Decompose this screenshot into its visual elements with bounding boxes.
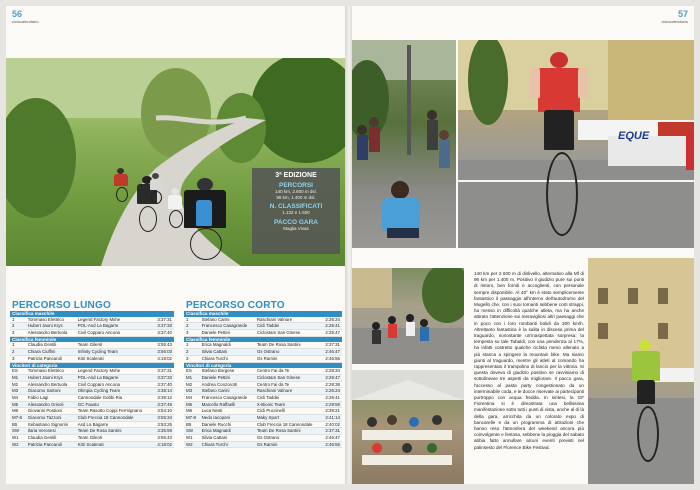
athlete-name-cell: Alessandro Bertuola	[26, 381, 76, 388]
team-cell: Cannondale Gobbi Ria	[76, 394, 153, 401]
position-cell: M4	[10, 394, 26, 401]
time-cell: 2:39:21	[321, 408, 342, 415]
result-row	[10, 408, 174, 415]
team-cell: Kitri Scalerati	[76, 355, 153, 362]
time-cell: 4:18:02	[153, 441, 174, 448]
article-body: 140 km per 2 600 m di dislivello, alternativo alla Mf di 96 km per 1.400 m. Positivo il giudizio pure sui punti di ristoro, ben forniti e accoglienti, con personale sempre disponibile. Al 40° km è stato semplicemente fantastico il passaggio all'interno dell'autodromo del Mugello che, con i suoi tornanti sebbene corti strappi, ha messo in difficoltà qualche atleta, ma ha anche attirato l'attenzione sui meravigliosi altri paesaggi che in poco con i loro rombanti bolidi da 300 km/h. Altrettanto fantastica è la salita in discesa prima del traguardo, nonostante un'inaspettata sorpresa: la tempesta su tale Tabaldi, con una pendenza al 17%, ha infatti costretto qualche ciclista meno allenato a più stanca a spingere la mountain bike. Ma siamo giunti al traguardo, mentre gli atleti al comando ha rappresentato il trampolino di lancio per la vittoria. Si questa doveva di giudizio positivo se ravvisiamo di sottolineare tre aspetti da migliorare. Il pacco gara, l'accesso al pasta party congestionato da un interminabile coda, e le docce riservate ai partecipanti purtroppo con acqua fredda. In sintesi, la GF Fiorentina si è dimostrata una bellissima manifestazione sotto tutti i punti di vista, anche al di là della gara, arricchita da un colorato expo di bancarelle e da un programma di attrazioni che hanno reso l'atmosfera del weekend ancora più coinvolgente e festosa, sebbene la pioggia del sabato abbia fatto annullare alcuni eventi previsti nel palinsesto del Florence Bike Festival.	[474, 271, 584, 450]
time-cell: 2:46:47	[321, 349, 342, 356]
page-number: 57	[677, 9, 688, 19]
classified-heading: N. CLASSIFICATI	[269, 203, 323, 210]
athlete-name-cell: Ilaria Veronesi	[26, 428, 76, 435]
athlete-name-cell: Daniele Pettini	[200, 374, 255, 381]
position-cell: M3	[184, 388, 200, 395]
result-row	[10, 421, 174, 428]
race-info-box	[252, 168, 340, 254]
time-cell: 3:54:10	[153, 408, 174, 415]
position-cell: SW	[10, 428, 26, 435]
result-row	[10, 381, 174, 388]
result-row	[184, 401, 342, 408]
athlete-name-cell: Giacomo Tazzoni	[26, 415, 76, 422]
result-row	[184, 428, 342, 435]
time-cell: 3:53:25	[153, 421, 174, 428]
team-cell: Club Freccia 18 Cannondale	[76, 415, 153, 422]
athlete-name-cell: Claudia Gentili	[26, 342, 76, 348]
edition-label: 3ª EDIZIONE	[275, 172, 317, 179]
time-cell: 2:40:02	[321, 421, 342, 428]
result-row	[184, 415, 342, 422]
team-cell: Gs Ramini	[255, 441, 321, 448]
pasta-party-photo	[352, 370, 464, 484]
team-cell: Team De Rosa Santini	[255, 428, 321, 435]
position-cell: W1	[184, 435, 200, 442]
left-page	[6, 6, 346, 484]
team-cell: Raschiani Valnure	[255, 388, 321, 395]
team-cell: Gs Ostrano	[255, 435, 321, 442]
position-cell: 2	[10, 349, 26, 356]
time-cell: 3:38:14	[153, 388, 174, 395]
athlete-name-cell: Chiara Turchi	[200, 355, 255, 362]
time-cell: 2:26:41	[321, 323, 342, 330]
result-row	[10, 323, 174, 330]
category-label: Vincitori di categoria	[10, 362, 174, 368]
result-row	[184, 381, 342, 388]
time-cell: 3:37:40	[153, 381, 174, 388]
position-cell: M5	[184, 401, 200, 408]
team-cell: Raschiani Valnure	[255, 317, 321, 323]
time-cell: 2:46:47	[321, 435, 342, 442]
position-cell: 2	[184, 323, 200, 330]
team-cell: Gs Ramini	[255, 355, 321, 362]
result-row	[184, 355, 342, 362]
route-long: 140 km, 2.600 m dsl.	[275, 189, 317, 194]
team-cell: Cicli Taddei	[255, 323, 321, 330]
position-cell: 3	[10, 355, 26, 362]
position-cell: B5	[184, 421, 200, 428]
team-cell: Legend Factory Mxhe	[76, 317, 153, 323]
percorso-corto-table	[184, 311, 342, 448]
pasta-party-scene	[352, 370, 464, 484]
percorso-lungo-title: PERCORSO LUNGO	[12, 300, 111, 311]
category-label: Classifica maschile	[184, 311, 342, 317]
position-cell: 2	[184, 349, 200, 356]
team-cell: Kitri Scalerati	[76, 441, 153, 448]
rider	[113, 168, 129, 202]
result-row	[10, 428, 174, 435]
athlete-name-cell: Andrea Conzorotti	[200, 381, 255, 388]
winning-rider	[530, 52, 590, 242]
time-cell: 2:37:31	[321, 342, 342, 348]
peloton-photo	[352, 268, 464, 364]
route-short: 96 km, 1.400 m dsl.	[276, 194, 316, 200]
athlete-name-cell: Tommaso Elettrico	[26, 317, 76, 323]
category-label: Classifica maschile	[10, 311, 174, 317]
position-cell: ES	[10, 368, 26, 374]
time-cell: 2:28:34	[321, 368, 342, 374]
athlete-name-cell: Alessandro Bertuola	[26, 330, 76, 337]
athlete-name-cell: Silvia Cattani	[200, 349, 255, 356]
athlete-name-cell: Daniele Rucchi	[200, 421, 255, 428]
athlete-name-cell: Tommaso Elettrico	[26, 368, 76, 374]
position-cell: M7-8	[184, 415, 200, 422]
time-cell: 3:55:43	[153, 435, 174, 442]
time-cell: 2:41:14	[321, 415, 342, 422]
athlete-name-cell: Claudia Gentili	[26, 435, 76, 442]
result-row	[10, 394, 174, 401]
time-cell: 3:37:31	[153, 317, 174, 323]
time-cell: 2:46:55	[321, 355, 342, 362]
result-row	[10, 330, 174, 337]
team-cell: X-Bionic Team	[255, 401, 321, 408]
team-cell: Ciclostam San Ginese	[255, 330, 321, 337]
athlete-name-cell: Chiara Ciuffini	[26, 349, 76, 356]
time-cell: 2:26:24	[321, 317, 342, 323]
time-cell: 2:28:38	[321, 381, 342, 388]
rider	[149, 173, 163, 203]
position-cell: M1	[10, 374, 26, 381]
result-row	[10, 435, 174, 442]
position-cell: W2	[10, 441, 26, 448]
position-cell: 3	[184, 355, 200, 362]
position-cell: W1	[10, 435, 26, 442]
position-cell: SW	[184, 428, 200, 435]
team-cell: Team Rasotto Coppi Fermignano	[76, 408, 153, 415]
athlete-name-cell: Stefano Borgese	[200, 368, 255, 374]
position-cell: W2	[184, 441, 200, 448]
athlete-name-cell: Giovanni Postioni	[26, 408, 76, 415]
team-cell: Gs Ostrano	[255, 349, 321, 356]
team-cell: Asd La Bagarre	[76, 421, 153, 428]
position-cell: M1	[184, 374, 200, 381]
spectators-photo	[352, 40, 456, 248]
athlete-name-cell: Stefano Carini	[200, 317, 255, 323]
athlete-name-cell: Silvia Cattani	[200, 435, 255, 442]
athlete-name-cell: Erica Magnaldi	[200, 342, 255, 348]
position-cell: 1	[184, 342, 200, 348]
time-cell: 3:37:31	[153, 368, 174, 374]
right-page	[352, 6, 694, 484]
position-cell: 3	[10, 330, 26, 337]
classified-value: 1.132 e 1.600	[282, 210, 310, 215]
result-row	[184, 435, 342, 442]
position-cell: M6	[184, 408, 200, 415]
team-cell: GC Fausto	[76, 401, 153, 408]
time-cell: 3:37:33	[153, 323, 174, 330]
team-cell: Civil Copparo Ancona	[76, 381, 153, 388]
result-row	[10, 415, 174, 422]
team-cell: Civil Copparo Ancona	[76, 330, 153, 337]
team-cell: Team Gilenti	[76, 342, 153, 348]
time-cell: 3:37:49	[153, 401, 174, 408]
team-cell: Olimpia Cycling Team	[76, 388, 153, 395]
result-row	[10, 349, 174, 356]
position-cell: 1	[10, 317, 26, 323]
rider-green-jersey	[628, 340, 664, 466]
athlete-name-cell: Luca Nesti	[200, 408, 255, 415]
result-row	[184, 408, 342, 415]
result-row	[184, 330, 342, 337]
position-cell: 3	[184, 330, 200, 337]
team-cell: Team Gilenti	[76, 435, 153, 442]
percorso-lungo-table	[10, 311, 174, 448]
athlete-name-cell: Patrizia Pancaroli	[26, 355, 76, 362]
position-cell: B5	[10, 421, 26, 428]
position-cell: M6	[10, 408, 26, 415]
time-cell: 3:39:12	[153, 394, 174, 401]
time-cell: 3:55:34	[153, 415, 174, 422]
time-cell: 3:56:03	[153, 349, 174, 356]
position-cell: ES	[184, 368, 200, 374]
team-cell: Legend Factory Mxhe	[76, 368, 153, 374]
team-cell: Cicli Puccinelli	[255, 408, 321, 415]
position-cell: 1	[10, 342, 26, 348]
result-row	[10, 401, 174, 408]
athlete-name-cell: Patrizia Pancaroli	[26, 441, 76, 448]
team-cell: POL-Asd La Bagarre	[76, 374, 153, 381]
time-cell: 2:26:24	[321, 388, 342, 395]
position-cell: M2	[184, 381, 200, 388]
time-cell: 2:46:55	[321, 441, 342, 448]
athlete-name-cell: Hubert Jaoni Krys	[26, 374, 76, 381]
team-cell: Club Freccia 18 Cannondale	[255, 421, 321, 428]
rider	[166, 188, 184, 228]
time-cell: 2:29:59	[321, 401, 342, 408]
category-label: Vincitori di categoria	[184, 362, 342, 368]
magazine-brand: ciclocalendario	[661, 19, 688, 24]
team-cell: Cicli Taddei	[255, 394, 321, 401]
position-cell: M3	[10, 388, 26, 395]
banner-logo: EQUE	[618, 130, 650, 142]
team-cell: Centro Fai da Te	[255, 368, 321, 374]
category-label: Classifica femminile	[10, 336, 174, 342]
result-row	[184, 323, 342, 330]
athlete-name-cell: Francesco Casagrande	[200, 394, 255, 401]
percorso-corto-title: PERCORSO CORTO	[186, 300, 285, 311]
position-cell: 1	[184, 317, 200, 323]
spectators-scene	[352, 40, 456, 248]
position-cell: M5	[10, 401, 26, 408]
athlete-name-cell: Erica Magnaldi	[200, 428, 255, 435]
position-cell: M2	[10, 381, 26, 388]
position-cell: M4	[184, 394, 200, 401]
athlete-name-cell: Chiara Turchi	[200, 441, 255, 448]
result-row	[10, 374, 174, 381]
time-cell: 2:26:47	[321, 330, 342, 337]
athlete-name-cell: Hubert Jaoni Krys	[26, 323, 76, 330]
lead-rider	[178, 178, 234, 260]
page-number: 56	[12, 9, 23, 19]
race-pack-heading: PACCO GARA	[274, 218, 318, 226]
position-cell: M7-8	[10, 415, 26, 422]
athlete-name-cell: Daniele Pettini	[200, 330, 255, 337]
time-cell: 3:35:59	[153, 428, 174, 435]
result-row	[184, 388, 342, 395]
result-row	[184, 394, 342, 401]
time-cell: 3:55:43	[153, 342, 174, 348]
athlete-name-cell: Alessandro Grisoli	[26, 401, 76, 408]
result-row	[184, 374, 342, 381]
athlete-name-cell: Fabio Lagi	[26, 394, 76, 401]
race-pack-value: Maglia Vivas	[283, 225, 309, 231]
result-row	[10, 388, 174, 395]
athlete-name-cell: Giacomo Sartoni	[26, 388, 76, 395]
village-rider-photo	[588, 258, 694, 484]
result-row	[10, 441, 174, 448]
magazine-brand: ciclocalendario	[12, 19, 39, 24]
time-cell: 2:26:41	[321, 394, 342, 401]
time-cell: 3:37:40	[153, 330, 174, 337]
team-cell: Maky Sport	[255, 415, 321, 422]
team-cell: Team De Rosa Santini	[255, 342, 321, 348]
time-cell: 4:18:02	[153, 355, 174, 362]
athlete-name-cell: Nedo Iacoponi	[200, 415, 255, 422]
time-cell: 2:26:47	[321, 374, 342, 381]
team-cell: POL-Asd La Bagarre	[76, 323, 153, 330]
time-cell: 3:37:33	[153, 374, 174, 381]
athlete-name-cell: Marcello Raffaelli	[200, 401, 255, 408]
result-row	[184, 421, 342, 428]
team-cell: Team De Rosa Santini	[76, 428, 153, 435]
team-cell: Ciclostam San Ginese	[255, 374, 321, 381]
time-cell: 2:37:31	[321, 428, 342, 435]
finish-line-photo	[458, 40, 694, 248]
routes-heading: PERCORSI	[279, 182, 313, 189]
category-label: Classifica femminile	[184, 336, 342, 342]
result-row	[10, 355, 174, 362]
team-cell: Infinity Cycling Team	[76, 349, 153, 356]
peloton-scene	[352, 268, 464, 364]
team-cell: Centro Fai da Te	[255, 381, 321, 388]
position-cell: 2	[10, 323, 26, 330]
result-row	[184, 349, 342, 356]
athlete-name-cell: Sebastiano Signorini	[26, 421, 76, 428]
result-row	[184, 441, 342, 448]
athlete-name-cell: Stefano Carini	[200, 388, 255, 395]
athlete-name-cell: Francesco Casagrande	[200, 323, 255, 330]
